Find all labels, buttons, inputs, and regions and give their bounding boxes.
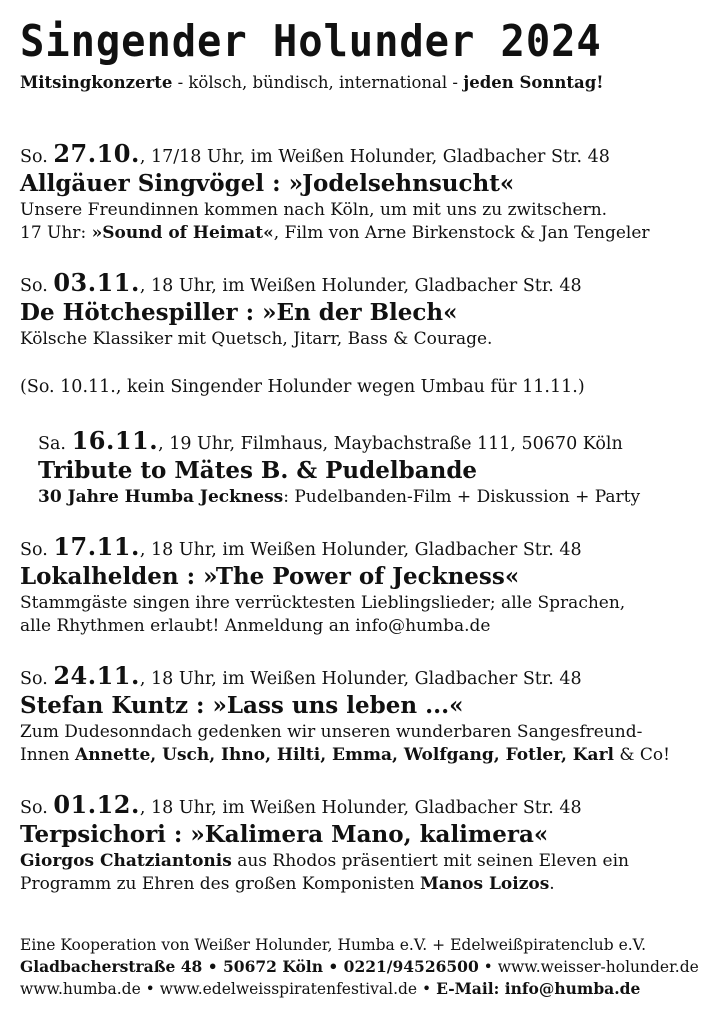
event-description <box>20 222 710 245</box>
event-text: Innen <box>20 745 76 765</box>
event-meta <box>38 426 710 456</box>
event-01-12 <box>20 790 710 896</box>
subtitle-sunday: jeden Sonntag! <box>463 73 604 92</box>
event-day: So. <box>20 669 54 689</box>
event-description: Unsere Freundinnen kommen nach Köln, um mit uns zu zwitschern. <box>20 200 608 220</box>
event-24-11 <box>20 661 710 767</box>
cancellation-note: (So. 10.11., kein Singender Holunder wegen Umbau für 11.11.) <box>20 377 585 397</box>
event-day: So. <box>20 147 54 167</box>
event-description <box>20 873 710 896</box>
event-day: So. <box>20 798 54 818</box>
event-description: Kölsche Klassiker mit Quetsch, Jitarr, Bass & Courage. <box>20 329 493 349</box>
event-date: 24.11. <box>53 661 140 690</box>
event-meta <box>20 532 710 562</box>
footer-address <box>20 956 710 978</box>
event-date: 27.10. <box>53 139 140 168</box>
event-day: Sa. <box>38 434 72 454</box>
poster-subtitle <box>20 72 710 94</box>
event-03-11 <box>20 268 710 351</box>
event-text: Programm zu Ehren des großen Komponisten <box>20 874 420 894</box>
footer-links <box>20 978 710 1000</box>
event-headline: Tribute to Mätes B. & Pudelbande <box>38 457 478 484</box>
event-names: Annette, Usch, Ihno, Hilti, Emma, Wolfgang, Fotler, Karl <box>75 745 614 765</box>
event-day: So. <box>20 540 54 560</box>
poster-title: Singender Holunder 2024 <box>20 16 602 67</box>
event-text: . <box>549 874 555 894</box>
event-meta <box>20 661 710 691</box>
event-description: Zum Dudesonndach gedenken wir unseren wunderbaren Sangesfreund- <box>20 722 643 742</box>
footer-websites: www.humba.de • www.edelweisspiratenfestival.de • <box>20 980 437 998</box>
event-text: aus Rhodos präsentiert mit seinen Eleven ein <box>231 851 629 871</box>
event-details: , 18 Uhr, im Weißen Holunder, Gladbacher Str. 48 <box>139 798 582 818</box>
footer-email: E-Mail: info@humba.de <box>436 979 641 998</box>
event-description: Stammgäste singen ihre verrücktesten Lieblingslieder; alle Sprachen, <box>20 593 626 613</box>
event-date: 17.11. <box>53 532 140 561</box>
event-date: 01.12. <box>53 790 140 819</box>
poster-footer <box>20 934 710 1000</box>
event-meta <box>20 139 710 169</box>
event-description <box>20 744 710 767</box>
event-text: , Film von Arne Birkenstock & Jan Tengeler <box>273 223 650 243</box>
event-headline: Allgäuer Singvögel : »Jodelsehnsucht« <box>20 170 515 197</box>
event-meta <box>20 790 710 820</box>
event-day: So. <box>20 276 54 296</box>
event-text: 17 Uhr: <box>20 223 92 243</box>
event-headline: Terpsichori : »Kalimera Mano, kalimera« <box>20 821 549 848</box>
event-details: , 19 Uhr, Filmhaus, Maybachstraße 111, 50670 Köln <box>158 434 623 454</box>
footer-cooperation: Eine Kooperation von Weißer Holunder, Humba e.V. + Edelweißpiratenclub e.V. <box>20 936 647 954</box>
event-text: : Pudelbanden-Film + Diskussion + Party <box>283 487 641 507</box>
footer-address-bold: Gladbacherstraße 48 • 50672 Köln • 0221/94526500 <box>20 957 479 976</box>
event-text: & Co! <box>613 745 670 765</box>
event-16-11 <box>38 426 710 509</box>
event-details: , 18 Uhr, im Weißen Holunder, Gladbacher Str. 48 <box>139 669 582 689</box>
event-film-title: »Sound of Heimat« <box>91 223 274 243</box>
event-headline: De Hötchespiller : »En der Blech« <box>20 299 458 326</box>
event-headline: Stefan Kuntz : »Lass uns leben ...« <box>20 692 464 719</box>
event-performer: Giorgos Chatziantonis <box>20 851 232 871</box>
event-description: alle Rhythmen erlaubt! Anmeldung an info@humba.de <box>20 616 491 636</box>
event-details: , 18 Uhr, im Weißen Holunder, Gladbacher Str. 48 <box>139 276 582 296</box>
event-17-11 <box>20 532 710 638</box>
event-description <box>20 850 710 873</box>
event-details: , 18 Uhr, im Weißen Holunder, Gladbacher Str. 48 <box>139 540 582 560</box>
subtitle-styles: - kölsch, bündisch, international - <box>172 73 464 92</box>
event-headline: Lokalhelden : »The Power of Jeckness« <box>20 563 520 590</box>
subtitle-concerts: Mitsingkonzerte <box>20 73 173 92</box>
event-meta <box>20 268 710 298</box>
event-date: 03.11. <box>53 268 140 297</box>
event-date: 16.11. <box>71 426 159 455</box>
event-composer: Manos Loizos <box>419 874 550 894</box>
poster <box>20 14 710 896</box>
event-description <box>38 486 710 509</box>
event-details: , 17/18 Uhr, im Weißen Holunder, Gladbacher Str. 48 <box>139 147 610 167</box>
footer-website: • www.weisser-holunder.de <box>478 958 699 976</box>
event-27-10 <box>20 139 710 245</box>
event-highlight: 30 Jahre Humba Jeckness <box>38 487 284 507</box>
